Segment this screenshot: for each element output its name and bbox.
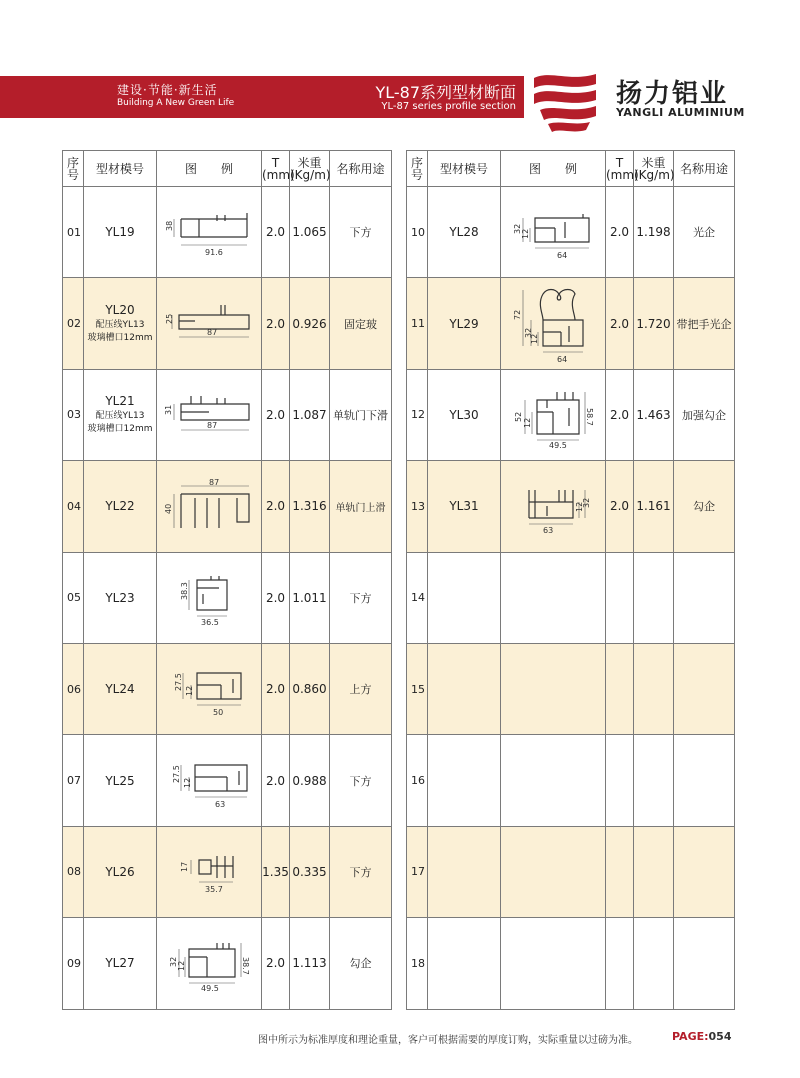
row-no: 07: [63, 735, 84, 826]
dim-label: 38.3: [180, 581, 189, 600]
row-weight: [634, 826, 674, 917]
col-t-label: T: [615, 155, 624, 170]
row-t: [606, 826, 634, 917]
col-t: [606, 151, 639, 187]
dim-label: 64: [557, 251, 568, 261]
dim-label: 12: [183, 777, 192, 788]
row-no: 10: [407, 187, 428, 278]
row-code-text: YL22: [105, 499, 135, 514]
slogan-en: Building A New Green Life: [117, 98, 235, 108]
dim-label: 32: [582, 498, 591, 509]
footer-note: 图中所示为标准厚度和理论重量，客户可根据需要的厚度订购，实际重量以过磅为准。: [258, 1035, 638, 1046]
dim-label: 63: [215, 799, 226, 809]
table-row: [407, 461, 735, 552]
row-figure: [157, 735, 262, 826]
dim-label: 12: [523, 417, 532, 428]
dim-label: 12: [575, 502, 584, 513]
row-code: YL28: [428, 187, 501, 278]
row-weight: 0.335: [290, 826, 330, 917]
row-code-text: YL21: [105, 393, 135, 408]
row-use: 勾企: [674, 461, 735, 552]
table-header-row: [63, 151, 392, 187]
col-use: 名称用途: [674, 151, 735, 187]
profile-drawing: [503, 284, 603, 364]
row-code: [428, 735, 501, 826]
row-code-text: YL27: [105, 956, 135, 971]
col-figure: 图 例: [157, 151, 262, 187]
row-figure: [157, 369, 262, 460]
row-figure: [501, 735, 606, 826]
profile-drawing: [159, 478, 259, 534]
row-no: 18: [407, 918, 428, 1009]
row-t: 2.0: [262, 187, 290, 278]
dim-label: 49.5: [549, 440, 567, 450]
table-row: [407, 918, 735, 1009]
series-title-en: YL-87 series profile section: [381, 101, 516, 112]
dim-label: 27.5: [174, 673, 183, 692]
profile-drawing: [159, 753, 259, 809]
table-row: [407, 643, 735, 734]
row-t: [606, 552, 634, 643]
row-no: 16: [407, 735, 428, 826]
dim-label: 32: [169, 957, 178, 968]
dim-label: 17: [180, 861, 189, 872]
dim-label: 49.5: [201, 984, 219, 994]
profile-table-left: [62, 150, 392, 1010]
dim-label: 87: [207, 327, 218, 337]
dim-label: 40: [164, 504, 173, 515]
dim-label: 52: [514, 411, 523, 422]
dim-label: 31: [164, 404, 173, 415]
profile-drawing: [159, 390, 259, 440]
profile-drawing: [503, 204, 603, 260]
row-figure: [157, 643, 262, 734]
row-code-text: YL20: [105, 302, 135, 317]
profile-drawing: [159, 661, 259, 717]
row-code: [84, 735, 157, 826]
table-row: [63, 735, 392, 826]
profile-drawing: [159, 570, 259, 626]
row-weight: 1.113: [290, 918, 330, 1009]
row-t: 2.0: [606, 461, 634, 552]
row-t: 2.0: [262, 461, 290, 552]
table-row: [407, 826, 735, 917]
row-weight: 1.316: [290, 461, 330, 552]
table-header-row: [407, 151, 735, 187]
dim-label: 27.5: [172, 764, 181, 783]
table-row: [63, 278, 392, 369]
brand-name-cn: 扬力铝业: [616, 79, 729, 109]
dim-label: 87: [207, 420, 218, 430]
table-row: [407, 278, 735, 369]
row-code: [84, 552, 157, 643]
row-use: [674, 643, 735, 734]
row-use: 下方: [330, 552, 392, 643]
row-weight: 1.463: [634, 369, 674, 460]
brand-name-en: YANGLI ALUMINIUM: [616, 106, 745, 119]
dim-label: 12: [530, 333, 539, 344]
row-use: 单轨门下滑: [330, 369, 392, 460]
row-t: [606, 643, 634, 734]
profile-drawing: [503, 382, 603, 448]
row-code: [428, 552, 501, 643]
row-use: 上方: [330, 643, 392, 734]
table-row: [63, 552, 392, 643]
row-code: [84, 187, 157, 278]
row-code-text: YL23: [105, 590, 135, 605]
page-value: 054: [708, 1030, 732, 1043]
brand-logo-icon: [530, 68, 600, 134]
row-figure: [157, 278, 262, 369]
row-figure: [157, 552, 262, 643]
row-note: 配压线YL13 玻璃槽口12mm: [87, 319, 153, 343]
row-use: 加强勾企: [674, 369, 735, 460]
row-no: 14: [407, 552, 428, 643]
row-no: 08: [63, 826, 84, 917]
table-row: [63, 461, 392, 552]
row-use: 单轨门上滑: [330, 461, 392, 552]
row-t: 2.0: [262, 278, 290, 369]
dim-label: 12: [521, 229, 530, 240]
row-weight: 1.087: [290, 369, 330, 460]
row-no: 04: [63, 461, 84, 552]
row-no: 13: [407, 461, 428, 552]
row-t: 2.0: [262, 369, 290, 460]
row-code-text: YL19: [105, 225, 135, 240]
row-figure: [501, 369, 606, 460]
row-use: 勾企: [330, 918, 392, 1009]
row-t: 2.0: [606, 278, 634, 369]
row-weight: 1.161: [634, 461, 674, 552]
row-use: 带把手光企: [674, 278, 735, 369]
row-no: 02: [63, 278, 84, 369]
dim-label: 12: [177, 961, 186, 972]
profile-drawing: [159, 207, 259, 257]
row-no: 17: [407, 826, 428, 917]
col-t: [262, 151, 295, 187]
dim-label: 32: [513, 224, 522, 235]
row-no: 06: [63, 643, 84, 734]
col-t-label: T: [271, 155, 280, 170]
row-use: [674, 552, 735, 643]
row-weight: 0.988: [290, 735, 330, 826]
row-use: 下方: [330, 826, 392, 917]
slogan-cn: 建设·节能·新生活: [117, 83, 218, 97]
row-figure: [157, 187, 262, 278]
col-code: 型材模号: [428, 151, 501, 187]
page-number: [672, 1030, 731, 1043]
row-code: [84, 643, 157, 734]
dim-label: 50: [213, 708, 224, 718]
row-weight: 0.926: [290, 278, 330, 369]
row-weight: [634, 643, 674, 734]
row-t: 2.0: [262, 552, 290, 643]
row-no: 05: [63, 552, 84, 643]
table-row: [63, 918, 392, 1009]
row-code: YL29: [428, 278, 501, 369]
dim-label: 64: [557, 354, 568, 364]
dim-label: 12: [185, 685, 194, 697]
table-row: [63, 369, 392, 460]
row-code-text: YL26: [105, 864, 135, 879]
profile-drawing: [159, 299, 259, 349]
profile-drawing: [159, 844, 259, 900]
col-weight: [634, 151, 674, 187]
row-figure: [501, 643, 606, 734]
row-code: [84, 461, 157, 552]
row-use: 下方: [330, 735, 392, 826]
dim-label: 38: [165, 221, 174, 232]
row-no: 03: [63, 369, 84, 460]
col-weight-unit: (Kg/m): [290, 167, 331, 182]
table-row: [63, 643, 392, 734]
table-row: [63, 187, 392, 278]
table-row: [407, 552, 735, 643]
dim-label: 32: [524, 327, 533, 338]
dim-label: 25: [165, 313, 174, 324]
col-no: 序号: [407, 151, 428, 187]
dim-label: 72: [513, 309, 522, 320]
row-t: 2.0: [606, 187, 634, 278]
row-figure: [501, 552, 606, 643]
profile-table-right: [406, 150, 735, 1010]
row-weight: 0.860: [290, 643, 330, 734]
col-t-unit: (mm): [262, 167, 295, 182]
row-weight: 1.011: [290, 552, 330, 643]
series-title-cn: YL-87系列型材断面: [375, 83, 516, 102]
row-t: 2.0: [262, 643, 290, 734]
row-t: [606, 735, 634, 826]
row-use: 光企: [674, 187, 735, 278]
row-use: 固定玻: [330, 278, 392, 369]
row-weight: 1.720: [634, 278, 674, 369]
row-code: [428, 643, 501, 734]
row-code-text: YL24: [105, 682, 135, 697]
row-figure: [157, 918, 262, 1009]
row-code: [428, 918, 501, 1009]
row-code: YL30: [428, 369, 501, 460]
row-t: 1.35: [262, 826, 290, 917]
dim-label: 91.6: [205, 248, 223, 258]
col-no: 序号: [63, 151, 84, 187]
row-no: 01: [63, 187, 84, 278]
col-t-unit: (mm): [606, 167, 639, 182]
row-no: 09: [63, 918, 84, 1009]
row-figure: [501, 918, 606, 1009]
dim-label: 58.7: [585, 407, 594, 426]
row-t: [606, 918, 634, 1009]
row-code: [428, 826, 501, 917]
col-weight-unit: (Kg/m): [634, 167, 675, 182]
row-no: 12: [407, 369, 428, 460]
row-weight: [634, 552, 674, 643]
page-label: PAGE:: [672, 1030, 709, 1043]
row-t: 2.0: [606, 369, 634, 460]
row-no: 11: [407, 278, 428, 369]
col-weight: [290, 151, 330, 187]
row-use: 下方: [330, 187, 392, 278]
row-code: [84, 278, 157, 369]
col-code: 型材模号: [84, 151, 157, 187]
row-weight: 1.065: [290, 187, 330, 278]
dim-label: 35.7: [205, 884, 223, 894]
row-figure: [157, 826, 262, 917]
row-use: [674, 826, 735, 917]
table-row: [407, 735, 735, 826]
col-figure: 图 例: [501, 151, 606, 187]
dim-label: 36.5: [201, 617, 219, 627]
row-weight: [634, 918, 674, 1009]
row-use: [674, 918, 735, 1009]
row-weight: 1.198: [634, 187, 674, 278]
row-figure: [501, 187, 606, 278]
row-weight: [634, 735, 674, 826]
table-row: [407, 187, 735, 278]
table-row: [407, 369, 735, 460]
row-t: 2.0: [262, 735, 290, 826]
row-code-text: YL25: [105, 773, 135, 788]
row-code: [84, 918, 157, 1009]
row-code: YL31: [428, 461, 501, 552]
table-row: [63, 826, 392, 917]
row-use: [674, 735, 735, 826]
row-code: [84, 826, 157, 917]
col-use: 名称用途: [330, 151, 392, 187]
row-figure: [501, 461, 606, 552]
row-figure: [157, 461, 262, 552]
row-figure: [501, 826, 606, 917]
dim-label: 63: [543, 526, 554, 536]
row-no: 15: [407, 643, 428, 734]
dim-label: 38.7: [241, 957, 250, 976]
row-t: 2.0: [262, 918, 290, 1009]
dim-label: 87: [209, 478, 220, 488]
col-weight-label: 米重: [641, 155, 666, 170]
row-note: 配压线YL13 玻璃槽口12mm: [87, 410, 153, 434]
row-code: [84, 369, 157, 460]
profile-drawing: [159, 935, 259, 994]
col-weight-label: 米重: [297, 155, 322, 170]
profile-drawing: [503, 478, 603, 534]
row-figure: [501, 278, 606, 369]
